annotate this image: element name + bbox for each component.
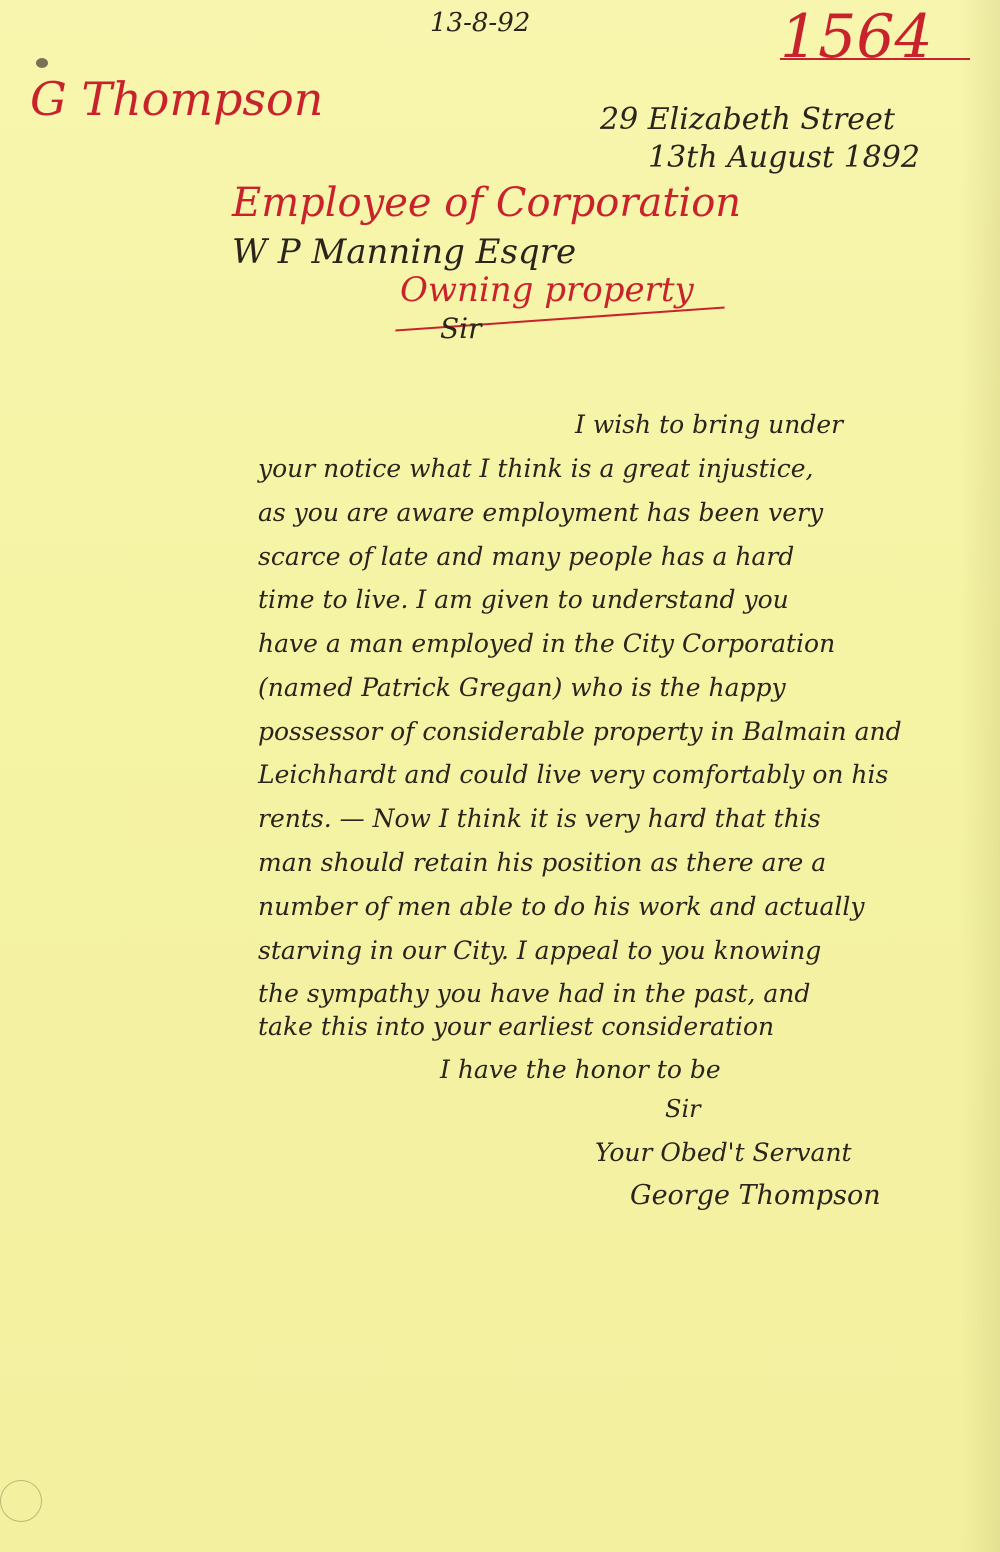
body-line: have a man employed in the City Corporation bbox=[258, 629, 836, 658]
letter-date: 13th August 1892 bbox=[648, 140, 920, 175]
sender-address: 29 Elizabeth Street bbox=[600, 102, 895, 137]
body-line: number of men able to do his work and actually bbox=[258, 892, 865, 921]
closing-phrase: I have the honor to be bbox=[440, 1055, 721, 1084]
body-line: time to live. I am given to understand you bbox=[258, 585, 789, 614]
file-number: 1564 bbox=[780, 2, 933, 72]
closing-servant: Your Obed't Servant bbox=[595, 1138, 852, 1167]
body-line: take this into your earliest consideration bbox=[258, 1012, 775, 1041]
salutation: Sir bbox=[440, 312, 482, 345]
body-line: (named Patrick Gregan) who is the happy bbox=[258, 673, 786, 702]
body-line: I wish to bring under bbox=[575, 410, 844, 439]
file-number-underline bbox=[780, 58, 970, 60]
body-line: Leichhardt and could live very comfortably on his bbox=[258, 760, 889, 789]
body-line: scarce of late and many people has a hard bbox=[258, 542, 795, 571]
sender-name-annotation: G Thompson bbox=[30, 72, 324, 126]
body-line: rents. — Now I think it is very hard that this bbox=[258, 804, 821, 833]
subject-annotation-2: Owning property bbox=[400, 270, 694, 310]
reference-date: 13-8-92 bbox=[430, 8, 531, 38]
signature: George Thompson bbox=[630, 1180, 881, 1211]
paper-edge-shade bbox=[960, 0, 1000, 1552]
body-line: the sympathy you have had in the past, and bbox=[258, 979, 811, 1008]
subject-annotation-1: Employee of Corporation bbox=[232, 180, 742, 226]
faint-stamp-mark bbox=[0, 1480, 42, 1522]
body-line: possessor of considerable property in Balmain and bbox=[258, 717, 902, 746]
body-line: as you are aware employment has been very bbox=[258, 498, 824, 527]
body-line: your notice what I think is a great injustice, bbox=[258, 454, 814, 483]
body-line: man should retain his position as there are a bbox=[258, 848, 827, 877]
body-line: starving in our City. I appeal to you knowing bbox=[258, 936, 822, 965]
recipient: W P Manning Esqre bbox=[232, 232, 577, 272]
closing-salutation: Sir bbox=[665, 1095, 701, 1123]
ink-blot bbox=[36, 58, 48, 68]
